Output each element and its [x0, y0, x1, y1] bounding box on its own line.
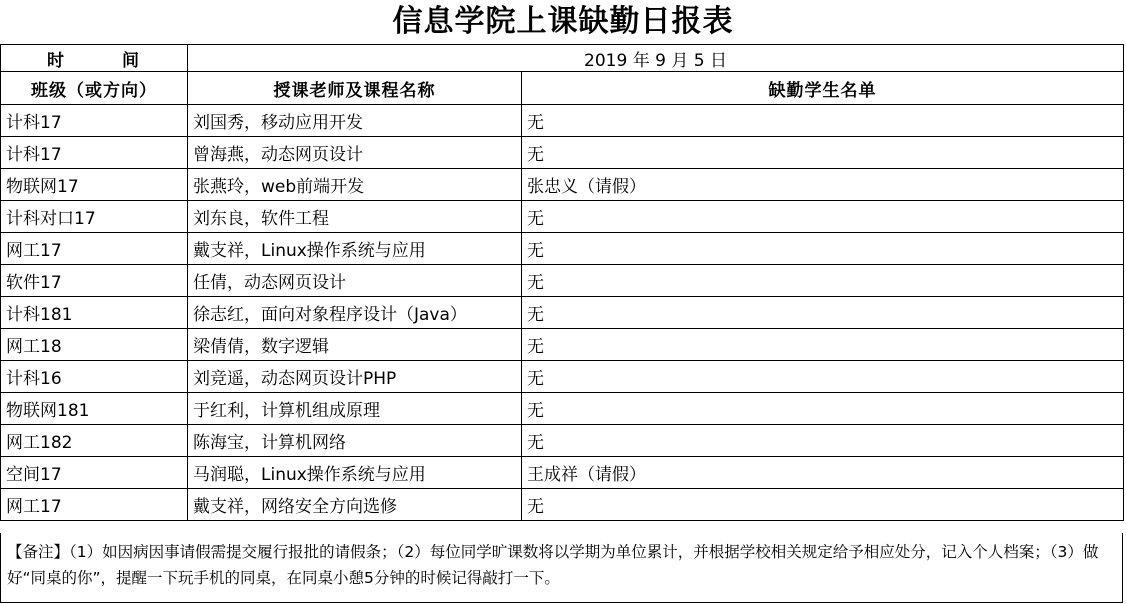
- table-row: [1, 457, 1124, 489]
- table-row: [1, 105, 1124, 137]
- teacher-course-cell: 戴支祥，Linux操作系统与应用: [188, 233, 522, 265]
- absent-students-cell: 无: [522, 393, 1124, 425]
- absent-students-cell: 无: [522, 361, 1124, 393]
- teacher-course-cell: 任倩，动态网页设计: [188, 265, 522, 297]
- teacher-course-cell: 刘国秀，移动应用开发: [188, 105, 522, 137]
- header-teacher-course: 授课老师及课程名称: [188, 72, 522, 105]
- absent-students-cell: 无: [522, 137, 1124, 169]
- header-class: 班级（或方向）: [1, 72, 188, 105]
- table-row: [1, 169, 1124, 201]
- teacher-course-cell: 陈海宝，计算机网络: [188, 425, 522, 457]
- class-cell: 网工18: [1, 329, 188, 361]
- absent-students-cell: 无: [522, 105, 1124, 137]
- class-cell: 物联网17: [1, 169, 188, 201]
- time-label: 时 间: [1, 45, 188, 72]
- table-row: [1, 265, 1124, 297]
- absent-students-cell: 无: [522, 329, 1124, 361]
- table-row: [1, 233, 1124, 265]
- class-cell: 网工17: [1, 489, 188, 521]
- class-cell: 空间17: [1, 457, 188, 489]
- class-cell: 计科17: [1, 137, 188, 169]
- absent-students-cell: 无: [522, 425, 1124, 457]
- teacher-course-cell: 梁倩倩，数字逻辑: [188, 329, 522, 361]
- absent-students-cell: 无: [522, 233, 1124, 265]
- teacher-course-cell: 戴支祥，网络安全方向选修: [188, 489, 522, 521]
- table-row: [1, 137, 1124, 169]
- absent-students-cell: 无: [522, 489, 1124, 521]
- absent-students-cell: 无: [522, 265, 1124, 297]
- class-cell: 计科181: [1, 297, 188, 329]
- time-row: [1, 45, 1124, 72]
- table-row: [1, 329, 1124, 361]
- class-cell: 计科16: [1, 361, 188, 393]
- header-absent-list: 缺勤学生名单: [522, 72, 1124, 105]
- absent-students-cell: 王成祥（请假）: [522, 457, 1124, 489]
- attendance-table: [0, 44, 1124, 521]
- table-row: [1, 393, 1124, 425]
- table-row: [1, 297, 1124, 329]
- table-row: [1, 201, 1124, 233]
- header-row: [1, 72, 1124, 105]
- class-cell: 软件17: [1, 265, 188, 297]
- class-cell: 计科对口17: [1, 201, 188, 233]
- absent-students-cell: 无: [522, 201, 1124, 233]
- class-cell: 网工182: [1, 425, 188, 457]
- table-row: [1, 361, 1124, 393]
- report-date: 2019 年 9 月 5 日: [188, 45, 1124, 72]
- class-cell: 计科17: [1, 105, 188, 137]
- remarks-note: 【备注】（1）如因病因事请假需提交履行报批的请假条；（2）每位同学旷课数将以学期为单位累计，并根据学校相关规定给予相应处分，记入个人档案；（3）做好“同桌的你”，提醒一下玩手机的同桌，在同桌小憩5分钟的时候记得敲打一下。: [0, 533, 1123, 603]
- teacher-course-cell: 马润聪，Linux操作系统与应用: [188, 457, 522, 489]
- teacher-course-cell: 刘竞遥，动态网页设计PHP: [188, 361, 522, 393]
- table-row: [1, 489, 1124, 521]
- teacher-course-cell: 刘东良，软件工程: [188, 201, 522, 233]
- report-title: 信息学院上课缺勤日报表: [392, 4, 734, 39]
- table-row: [1, 425, 1124, 457]
- class-cell: 物联网181: [1, 393, 188, 425]
- class-cell: 网工17: [1, 233, 188, 265]
- teacher-course-cell: 徐志红，面向对象程序设计（Java）: [188, 297, 522, 329]
- absent-students-cell: 无: [522, 297, 1124, 329]
- teacher-course-cell: 曾海燕，动态网页设计: [188, 137, 522, 169]
- teacher-course-cell: 于红利，计算机组成原理: [188, 393, 522, 425]
- teacher-course-cell: 张燕玲，web前端开发: [188, 169, 522, 201]
- absent-students-cell: 张忠义（请假）: [522, 169, 1124, 201]
